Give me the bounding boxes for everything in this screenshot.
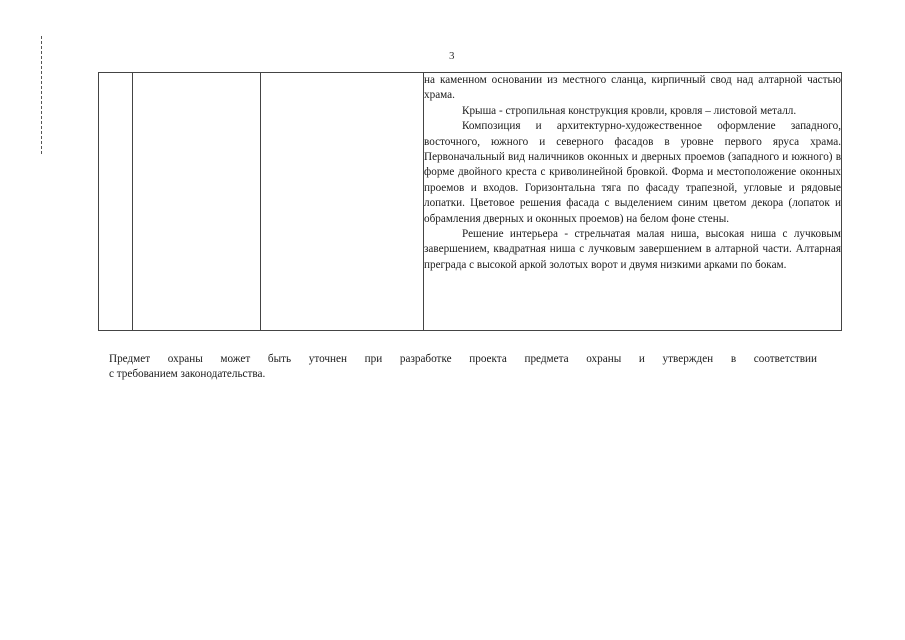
page-number: 3 xyxy=(449,50,455,62)
description-paragraph: Композиция и архитектурно-художественное оформление западного, восточного, южного и северного фасадов в уровне первого яруса храма. Первоначальный вид наличников оконных и дверных проемов (западного и южного) в форме двойного креста с криволинейной бровкой. Форма и местоположение оконных проемов и входов. Горизонтальна тяга по фасаду трапезной, угловые и рядовые лопатки. Цветовое решения фасада с выделением синим цветом декора (лопаток и обрамления дверных и оконных проемов) на белом фоне стены. xyxy=(424,120,841,225)
element-cell xyxy=(261,73,424,331)
protection-subject-table xyxy=(98,72,842,331)
description-cell xyxy=(424,73,842,331)
type-cell xyxy=(133,73,261,331)
note-line: с требованием законодательства. xyxy=(109,368,266,380)
number-cell xyxy=(99,73,133,331)
binding-margin-line xyxy=(41,36,43,154)
protection-note xyxy=(109,352,817,382)
note-line: Предмет охраны может быть уточнен при разработке проекта предмета охраны и утвержден в соответствии xyxy=(109,353,817,365)
description-paragraph: Крыша - стропильная конструкция кровли, кровля – листовой металл. xyxy=(462,104,797,117)
description-paragraph: Решение интерьера - стрельчатая малая ниша, высокая ниша с лучковым завершением, квадратная ниша с лучковым завершением в алтарной части. Алтарная преграда с высокой аркой золотых ворот и двумя низкими арками по бокам. xyxy=(424,228,841,271)
table-row xyxy=(99,73,842,331)
description-paragraph: на каменном основании из местного сланца, кирпичный свод над алтарной частью храма. xyxy=(424,74,841,102)
